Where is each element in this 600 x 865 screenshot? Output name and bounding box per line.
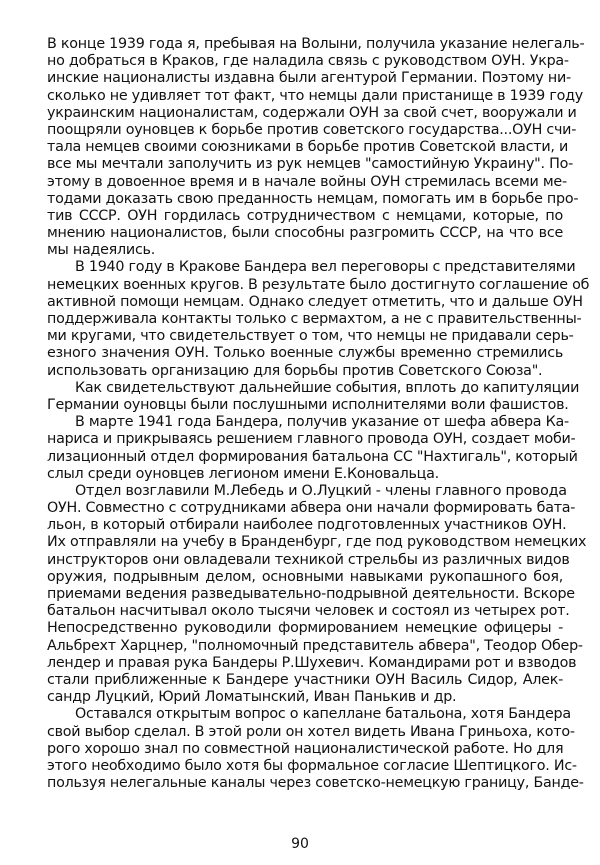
- text-line: стали приближенные к Бандере участники ОУН Василь Сидор, Алек-: [47, 671, 563, 688]
- text-line: слыл среди оуновцев легионом имени Е.Коновальца.: [47, 465, 439, 482]
- text-line: этому в довоенное время и в начале войны ОУН стремилась всеми ме-: [47, 173, 567, 190]
- paragraph: [47, 379, 580, 414]
- text-line: рого хорошо знал по совместной националистической работе. Но для: [47, 740, 564, 757]
- text-line: езного значения ОУН. Только военные службы временно стремились: [47, 345, 563, 362]
- text-line: Отдел возглавили М.Лебедь и О.Луцкий - члены главного провода: [75, 482, 567, 499]
- text-line: немецких военных кругов. В результате было достигнуто соглашение об: [47, 276, 590, 293]
- paragraph: [47, 482, 587, 706]
- text-line: В марте 1941 года Бандера, получив указание от шефа абвера Ка-: [75, 414, 569, 431]
- text-line: сколько не удивляет тот факт, что немцы дали пристанище в 1939 году: [47, 87, 583, 104]
- text-line: нариса и прикрываясь решением главного провода ОУН, создает моби-: [47, 431, 576, 448]
- text-line: использовать организацию для борьбы против Советского Союза".: [47, 362, 543, 379]
- text-line: Их отправляли на учебу в Бранденбург, где под руководством немецких: [47, 534, 587, 551]
- text-line: льон, в который отбирали наиболее подготовленных участников ОУН.: [47, 517, 567, 534]
- text-line: свой выбор сделал. В этой роли он хотел видеть Ивана Гриньоха, кото-: [47, 723, 575, 740]
- text-line: этого необходимо было хотя бы формальное согласие Шептицкого. Ис-: [47, 757, 577, 774]
- text-line: батальон насчитывал около тысячи человек и состоял из четырех рот.: [47, 603, 570, 620]
- text-line: пользуя нелегальные каналы через советско-немецкую границу, Банде-: [47, 775, 584, 792]
- text-line: поощряли оуновцев к борьбе против советского государства...ОУН счи-: [47, 121, 577, 138]
- text-line: Оставался открытым вопрос о капеллане батальона, хотя Бандера: [75, 706, 571, 723]
- paragraph: [47, 36, 585, 259]
- text-line: Германии оуновцы были послушными исполнителями воли фашистов.: [47, 396, 569, 413]
- text-line: мнению националистов, были способны разгромить СССР, на что все: [47, 225, 563, 242]
- text-line: сандр Луцкий, Юрий Ломатынский, Иван Панькив и др.: [47, 689, 457, 706]
- text-line: все мы мечтали заполучить из рук немцев "самостийную Украину". По-: [47, 156, 574, 173]
- text-line: ОУН. Совместно с сотрудниками абвера они начали формировать бата-: [47, 500, 576, 517]
- text-line: лизационный отдел формирования батальона СС "Нахтигаль", который: [47, 448, 578, 465]
- text-line: лендер и правая рука Бандеры Р.Шухевич. Командирами рот и взводов: [47, 654, 577, 671]
- text-line: мы надеялись.: [47, 242, 156, 259]
- paragraph: [47, 414, 578, 483]
- text-line: Альбрехт Харцнер, "полномочный представитель абвера", Теодор Обер-: [47, 637, 583, 654]
- text-line: поддерживала контакты только с вермахтом, а не с правительственны-: [47, 311, 582, 327]
- paragraph: [47, 706, 584, 792]
- text-line: оружия, подрывным делом, основными навыками рукопашного боя,: [47, 568, 563, 585]
- text-line: инские националисты издавна были агентурой Германии. Поэтому ни-: [47, 70, 571, 87]
- text-line: В 1940 году в Кракове Бандера вел переговоры с представителями: [75, 259, 576, 276]
- text-line: Непосредственно руководили формированием немецкие офицеры -: [47, 620, 563, 637]
- text-line: В конце 1939 года я, пребывая на Волыни, получила указание нелегаль-: [47, 36, 585, 52]
- paragraph: [47, 259, 590, 379]
- text-line: но добраться в Краков, где наладила связь с руководством ОУН. Укра-: [47, 53, 569, 70]
- text-line: активной помощи немцам. Однако следует отметить, что и дальше ОУН: [47, 293, 583, 310]
- text-line: тив СССР. ОУН гордилась сотрудничеством с немцами, которые, по: [47, 207, 563, 224]
- text-line: инструкторов они овладевали техникой стрельбы из различных видов: [47, 551, 570, 568]
- text-line: тала немцев своими союзниками в борьбе против Советской власти, и: [47, 139, 569, 156]
- text-line: украинским националистам, содержали ОУН за свой счет, вооружали и: [47, 104, 577, 121]
- text-line: приемами ведения разведывательно-подрывной деятельности. Вскоре: [47, 586, 575, 602]
- page-body-text: [47, 36, 590, 792]
- text-line: Как свидетельствуют дальнейшие события, вплоть до капитуляции: [75, 379, 580, 396]
- text-line: тодами доказать свою преданность немцам, помогать им в борьбе про-: [47, 190, 579, 207]
- text-line: ми кругами, что свидетельствует о том, что немцы не придавали серь-: [47, 328, 574, 345]
- page-number: 90: [291, 836, 309, 852]
